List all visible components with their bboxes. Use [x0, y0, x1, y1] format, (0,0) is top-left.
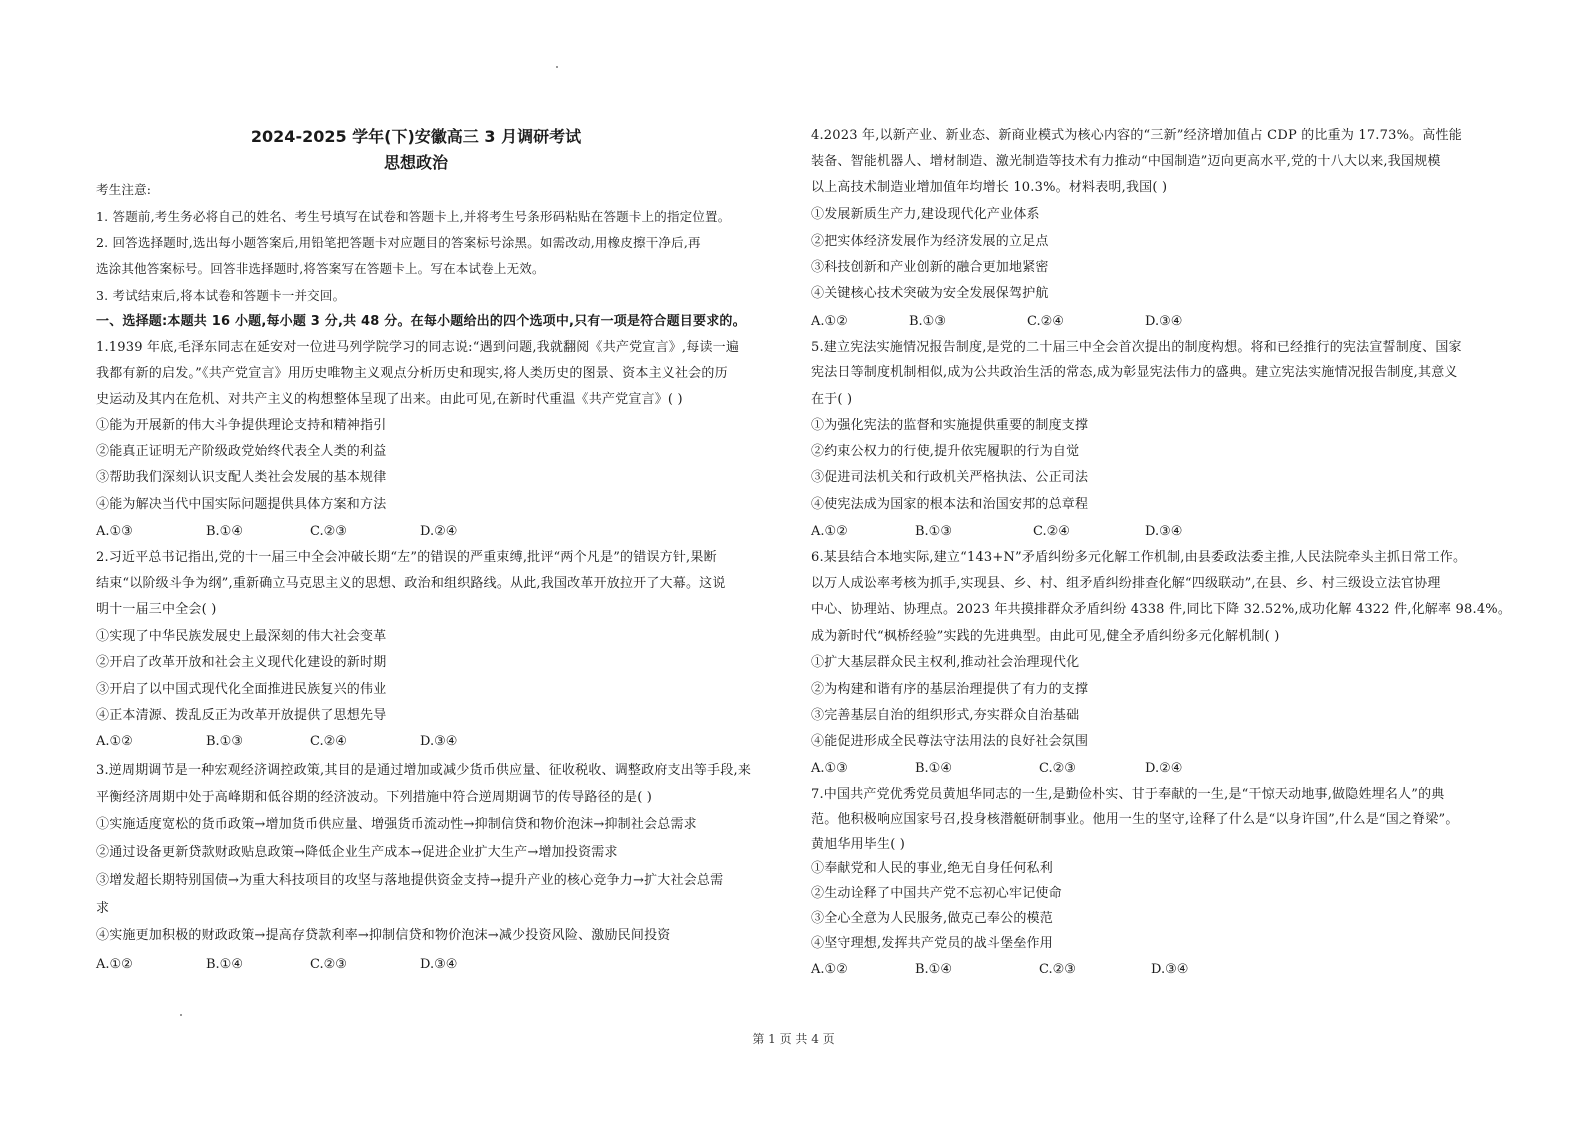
section-heading: 一、选择题:本题共 16 小题,每小题 3 分,共 48 分。在每小题给出的四个选项中,只有一项是符合题目要求的。 — [96, 314, 746, 329]
q1-item: ③帮助我们深刻认识支配人类社会发展的基本规律 — [96, 470, 387, 485]
option-d: D.③④ — [1151, 962, 1189, 977]
q3-stem-line: 平衡经济周期中处于高峰期和低谷期的经济波动。下列措施中符合逆周期调节的传导路径的是( ) — [96, 790, 653, 805]
q5-item: ④使宪法成为国家的根本法和治国安邦的总章程 — [811, 497, 1089, 512]
q7-stem-line: 黄旭华用毕生( ) — [811, 837, 906, 852]
q1-item: ②能真正证明无产阶级政党始终代表全人类的利益 — [96, 444, 387, 459]
q2-item: ②开启了改革开放和社会主义现代化建设的新时期 — [96, 655, 387, 670]
q4-stem-line: 4.2023 年,以新产业、新业态、新商业模式为核心内容的“三新”经济增加值占 CDP 的比重为 17.73%。高性能 — [811, 128, 1462, 143]
option-a: A.①③ — [811, 761, 848, 776]
option-b: B.①④ — [206, 957, 243, 972]
notice-item: 1. 答题前,考生务必将自己的姓名、考生号填写在试卷和答题卡上,并将考生号条形码粘贴在答题卡上的指定位置。 — [96, 209, 731, 224]
exam-subject: 思想政治 — [383, 153, 448, 172]
q6-item: ③完善基层自治的组织形式,夯实群众自治基础 — [811, 708, 1080, 723]
q6-item: ①扩大基层群众民主权利,推动社会治理现代化 — [811, 655, 1080, 670]
option-b: B.①③ — [909, 314, 946, 329]
q5-stem-line: 宪法日等制度机制相似,成为公共政治生活的常态,成为彰显宪法伟力的盛典。建立宪法实施情况报告制度,其意义 — [811, 365, 1458, 380]
q4-stem-line: 以上高技术制造业增加值年均增长 10.3%。材料表明,我国( ) — [811, 180, 1168, 195]
q5-stem-line: 在于( ) — [811, 392, 853, 407]
q1-stem-line: 我都有新的启发。”《共产党宣言》用历史唯物主义观点分析历史和现实,将人类历史的图景、资本主义社会的历 — [96, 366, 728, 381]
scan-speck — [556, 66, 558, 68]
q5-item: ②约束公权力的行使,提升依宪履职的行为自觉 — [811, 444, 1080, 459]
exam-title-line1: 2024-2025 学年(下)安徽高三 3 月调研考试 — [250, 127, 582, 146]
q5-item: ①为强化宪法的监督和实施提供重要的制度支撑 — [811, 418, 1089, 433]
notice-item: 选涂其他答案标号。回答非选择题时,将答案写在答题卡上。写在本试卷上无效。 — [96, 261, 545, 276]
option-b: B.①④ — [206, 524, 243, 539]
option-d: D.③④ — [420, 957, 458, 972]
notice-heading: 考生注意: — [96, 182, 152, 197]
q1-item: ④能为解决当代中国实际问题提供具体方案和方法 — [96, 497, 387, 512]
q3-stem-line: 3.逆周期调节是一种宏观经济调控政策,其目的是通过增加或减少货币供应量、征收税收、调整政府支出等手段,来 — [96, 763, 752, 778]
q2-stem-line: 明十一届三中全会( ) — [96, 602, 217, 617]
option-c: C.②④ — [1033, 524, 1070, 539]
q3-item: ②通过设备更新贷款财政贴息政策→降低企业生产成本→促进企业扩大生产→增加投资需求 — [96, 845, 618, 860]
q7-stem-line: 范。他积极响应国家号召,投身核潜艇研制事业。他用一生的坚守,诠释了什么是“以身许国”,什么是“国之脊梁”。 — [811, 812, 1459, 827]
option-c: C.②③ — [310, 524, 347, 539]
q3-item: ③增发超长期特别国债→为重大科技项目的攻坚与落地提供资金支持→提升产业的核心竞争力→扩大社会总需 — [96, 873, 724, 888]
q5-stem-line: 5.建立宪法实施情况报告制度,是党的二十届三中全会首次提出的制度构想。将和已经推行的宪法宣誓制度、国家 — [811, 340, 1462, 355]
q6-stem-line: 6.某县结合本地实际,建立“143+N”矛盾纠纷多元化解工作机制,由县委政法委主推,人民法院牵头主抓日常工作。 — [811, 550, 1467, 565]
q5-item: ③促进司法机关和行政机关严格执法、公正司法 — [811, 470, 1089, 485]
option-b: B.①③ — [206, 734, 243, 749]
option-d: D.②④ — [420, 524, 458, 539]
q4-item: ②把实体经济发展作为经济发展的立足点 — [811, 234, 1049, 249]
option-b: B.①④ — [915, 761, 952, 776]
q4-item: ①发展新质生产力,建设现代化产业体系 — [811, 207, 1040, 222]
option-d: D.③④ — [1145, 524, 1183, 539]
option-c: C.②③ — [1039, 761, 1076, 776]
q2-item: ③开启了以中国式现代化全面推进民族复兴的伟业 — [96, 682, 387, 697]
option-a: A.①② — [811, 962, 848, 977]
q6-stem-line: 以万人成讼率考核为抓手,实现县、乡、村、组矛盾纠纷排查化解“四级联动”,在县、乡、村三级设立法官协理 — [811, 576, 1441, 591]
option-a: A.①② — [96, 734, 133, 749]
q1-stem-line: 1.1939 年底,毛泽东同志在延安对一位进马列学院学习的同志说:“遇到问题,我就翻阅《共产党宣言》,每读一遍 — [96, 340, 740, 355]
q3-item: ④实施更加积极的财政政策→提高存贷款利率→抑制信贷和物价泡沫→减少投资风险、激励民间投资 — [96, 928, 671, 943]
q4-item: ④关键核心技术突破为安全发展保驾护航 — [811, 286, 1049, 301]
q7-item: ③全心全意为人民服务,做克己奉公的模范 — [811, 911, 1053, 926]
q1-item: ①能为开展新的伟大斗争提供理论支持和精神指引 — [96, 418, 387, 433]
q7-item: ①奉献党和人民的事业,绝无自身任何私利 — [811, 861, 1053, 876]
option-c: C.②③ — [1039, 962, 1076, 977]
notice-item: 2. 回答选择题时,选出每小题答案后,用铅笔把答题卡对应题目的答案标号涂黑。如需改动,用橡皮擦干净后,再 — [96, 235, 701, 250]
page-number: 第 1 页 共 4 页 — [752, 1032, 835, 1046]
q7-item: ④坚守理想,发挥共产党员的战斗堡垒作用 — [811, 936, 1053, 951]
q6-stem-line: 成为新时代“枫桥经验”实践的先进典型。由此可见,健全矛盾纠纷多元化解机制( ) — [811, 629, 1280, 644]
option-d: D.③④ — [420, 734, 458, 749]
option-a: A.①② — [96, 957, 133, 972]
q2-stem-line: 结束“以阶级斗争为纲”,重新确立马克思主义的思想、政治和组织路线。从此,我国改革开放拉开了大幕。这说 — [96, 576, 726, 591]
q2-item: ④正本清源、拨乱反正为改革开放提供了思想先导 — [96, 708, 387, 723]
q3-item: 求 — [96, 901, 110, 916]
option-d: D.③④ — [1145, 314, 1183, 329]
option-c: C.②④ — [310, 734, 347, 749]
scan-speck — [180, 1014, 182, 1016]
notice-item: 3. 考试结束后,将本试卷和答题卡一并交回。 — [96, 288, 346, 303]
q2-item: ①实现了中华民族发展史上最深刻的伟大社会变革 — [96, 629, 387, 644]
option-c: C.②④ — [1027, 314, 1064, 329]
q7-item: ②生动诠释了中国共产党不忘初心牢记使命 — [811, 886, 1062, 901]
option-a: A.①② — [811, 314, 848, 329]
option-c: C.②③ — [310, 957, 347, 972]
option-b: B.①④ — [915, 962, 952, 977]
exam-title — [96, 124, 736, 176]
q7-stem-line: 7.中国共产党优秀党员黄旭华同志的一生,是勤俭朴实、甘于奉献的一生,是“干惊天动地事,做隐姓埋名人”的典 — [811, 787, 1445, 802]
q6-item: ②为构建和谐有序的基层治理提供了有力的支撑 — [811, 682, 1089, 697]
q2-stem-line: 2.习近平总书记指出,党的十一届三中全会冲破长期“左”的错误的严重束缚,批评“两个凡是”的错误方针,果断 — [96, 550, 717, 565]
q6-item: ④能促进形成全民尊法守法用法的良好社会氛围 — [811, 734, 1089, 749]
q6-stem-line: 中心、协理站、协理点。2023 年共摸排群众矛盾纠纷 4338 件,同比下降 32.52%,成功化解 4322 件,化解率 98.4%。 — [811, 602, 1512, 617]
q1-stem-line: 史运动及其内在危机、对共产主义的构想整体呈现了出来。由此可见,在新时代重温《共产党宣言》( ) — [96, 392, 683, 407]
q3-item: ①实施适度宽松的货币政策→增加货币供应量、增强货币流动性→抑制信贷和物价泡沫→抑制社会总需求 — [96, 817, 697, 832]
q4-stem-line: 装备、智能机器人、增材制造、激光制造等技术有力推动“中国制造”迈向更高水平,党的十八大以来,我国规模 — [811, 154, 1441, 169]
option-b: B.①③ — [915, 524, 952, 539]
q4-item: ③科技创新和产业创新的融合更加地紧密 — [811, 260, 1049, 275]
option-a: A.①② — [811, 524, 848, 539]
option-d: D.②④ — [1145, 761, 1183, 776]
option-a: A.①③ — [96, 524, 133, 539]
